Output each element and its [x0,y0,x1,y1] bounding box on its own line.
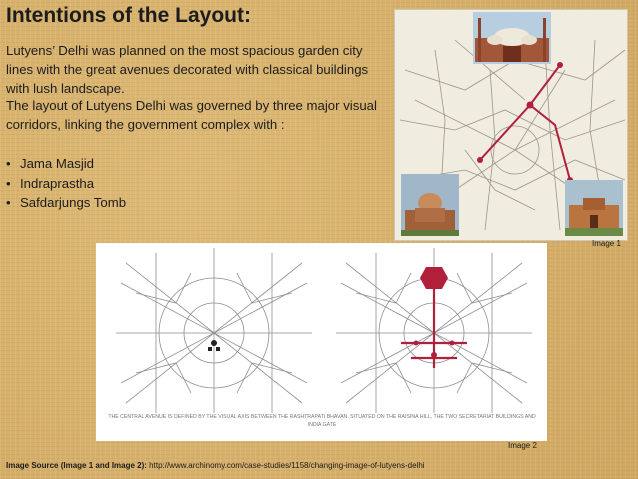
purana-qila-photo [565,180,623,236]
bullet-list [6,154,126,213]
safdarjung-tomb-photo [401,174,459,236]
source-url: http://www.archinomy.com/case-studies/1158/changing-image-of-lutyens-delhi [149,461,425,470]
paragraph-garden-city: Lutyens’ Delhi was planned on the most spacious garden city lines with the great avenues decorated with classical buildings with lush landscape. [6,43,369,96]
image-2-central-vista-plans [96,243,547,441]
image-source-credit [6,461,425,470]
bullet-item: • Indraprastha [6,174,126,194]
image-1-corridor-map [394,9,628,241]
bullet-item: • Jama Masjid [6,154,126,174]
paragraph-visual-corridors: The layout of Lutyens Delhi was governed by three major visual corridors, linking the government complex with : [6,98,377,132]
plan-caption: THE CENTRAL AVENUE IS DEFINED BY THE VISUAL AXIS BETWEEN THE RASHTRAPATI BHAVAN, SITUATED ON THE RAISINA HILL, THE TWO SECRETARIAT BUILDINGS AND INDIA GATE [108,414,536,428]
bullet-item: • Safdarjungs Tomb [6,193,126,213]
corridor-map-drawing [395,10,627,240]
jama-masjid-photo [473,12,551,64]
vista-plans-drawing [96,243,547,441]
image-2-caption: Image 2 [508,441,537,450]
image-1-caption: Image 1 [592,239,621,248]
slide-title: Intentions of the Layout: [6,4,251,27]
source-label: Image Source (Image 1 and Image 2): [6,461,147,470]
